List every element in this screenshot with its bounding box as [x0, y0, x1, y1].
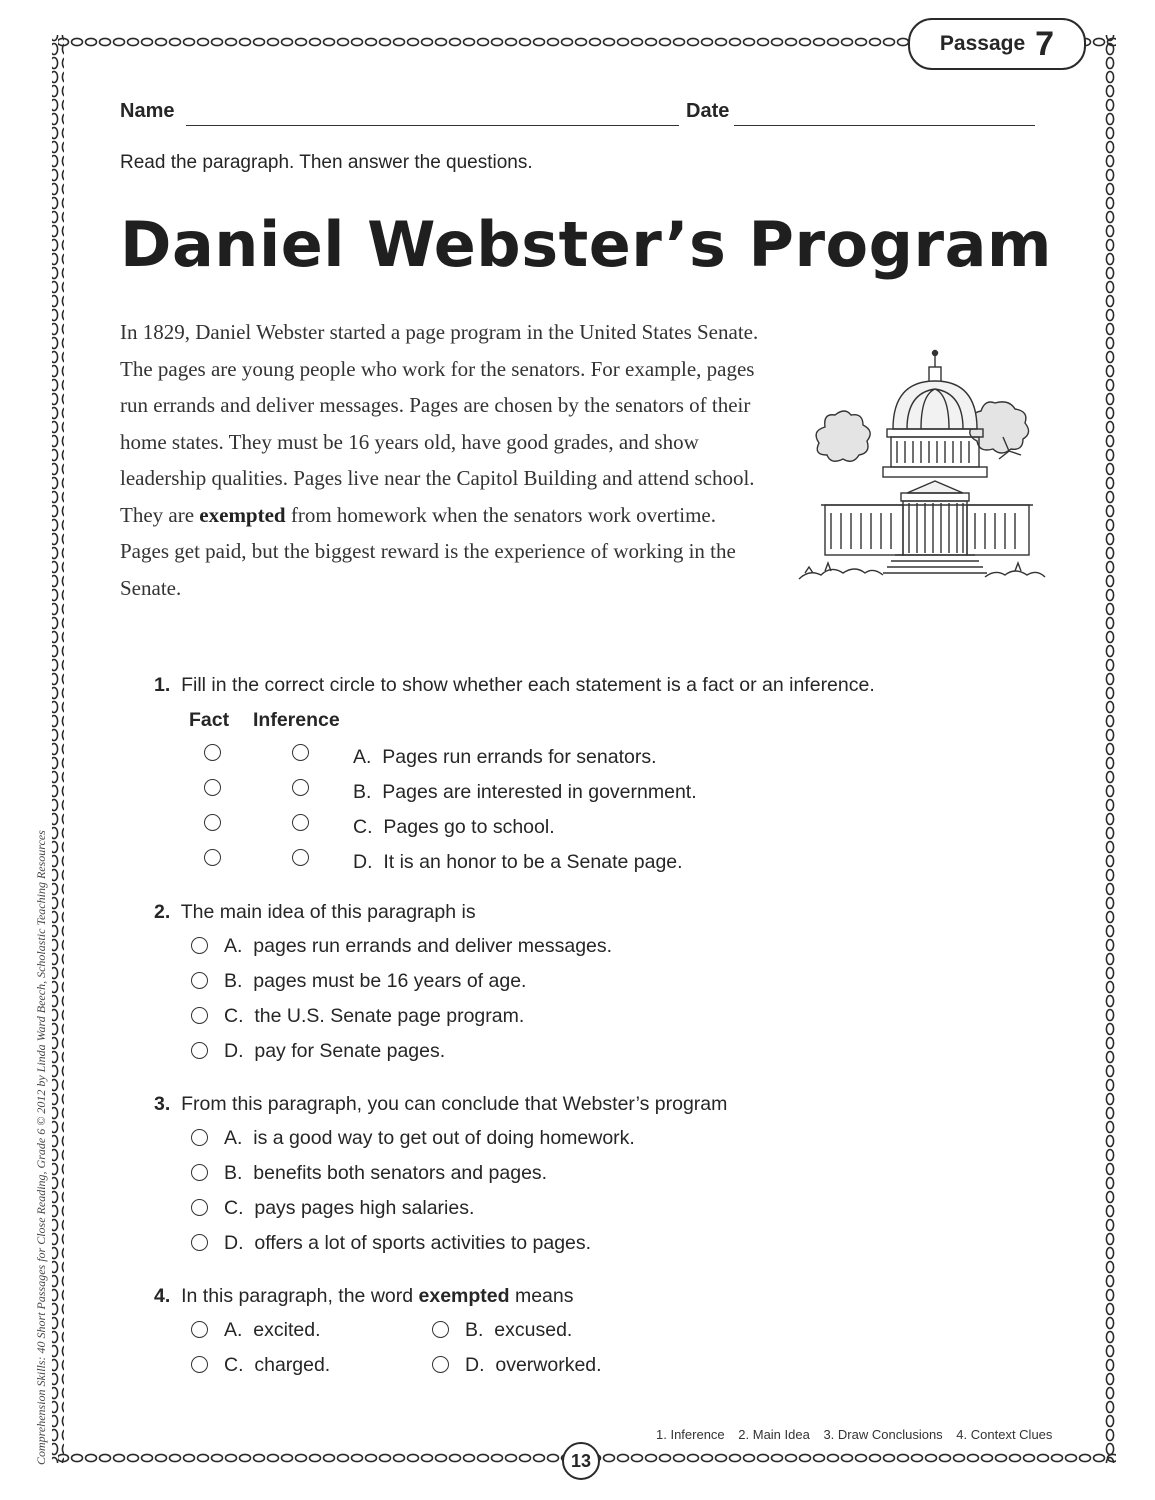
- capitol-building-icon: [795, 345, 1050, 590]
- question-text: Fill in the correct circle to show whether each statement is a fact or an inference.: [181, 674, 875, 696]
- option-letter: A.: [353, 746, 372, 768]
- reading-paragraph: [120, 314, 760, 606]
- question-3: [154, 1093, 727, 1116]
- question-4: [154, 1285, 574, 1308]
- paragraph-text-start: In 1829, Daniel Webster started a page program in the United States Senate. The pages are young people who work for the senators. For example, pages run errands and deliver messages. Pages are chosen by the senators of their home states. They must be 16 years old, have good grades, and show leadership qualities. Pages live near the Capitol Building and attend school. They are: [120, 320, 759, 527]
- q1-option-a: [353, 746, 657, 769]
- option-letter: B.: [224, 1162, 243, 1184]
- option-text: offers a lot of sports activities to pages.: [254, 1232, 592, 1254]
- option-letter: C.: [224, 1354, 244, 1376]
- option-text: benefits both senators and pages.: [253, 1162, 548, 1184]
- paragraph-bold-word: exempted: [199, 502, 286, 527]
- name-label: Name: [120, 100, 175, 122]
- q1-d-fact-radio[interactable]: [204, 849, 221, 866]
- option-text: pays pages high salaries.: [254, 1197, 475, 1219]
- q4-option-d: [465, 1354, 602, 1377]
- option-text: charged.: [254, 1354, 331, 1376]
- q4-option-a: [224, 1319, 320, 1342]
- page-number: 13: [562, 1442, 600, 1480]
- question-number: 1.: [154, 674, 171, 696]
- q4-option-b: [465, 1319, 572, 1342]
- date-field[interactable]: [734, 125, 1035, 126]
- q2-c-radio[interactable]: [191, 1007, 208, 1024]
- q1-option-d: [353, 851, 683, 874]
- skill-item: 4. Context Clues: [956, 1427, 1053, 1442]
- q4-a-radio[interactable]: [191, 1321, 208, 1338]
- q3-option-c: [224, 1197, 474, 1220]
- option-text: pages must be 16 years of age.: [253, 970, 527, 992]
- q1-b-inference-radio[interactable]: [292, 779, 309, 796]
- option-text: the U.S. Senate page program.: [254, 1005, 525, 1027]
- option-text: Pages run errands for senators.: [382, 746, 657, 768]
- q2-option-a: [224, 935, 612, 958]
- skill-item: 2. Main Idea: [738, 1427, 810, 1442]
- question-number: 4.: [154, 1285, 171, 1307]
- option-text: excited.: [253, 1319, 321, 1341]
- skills-list: [656, 1427, 1062, 1442]
- question-number: 3.: [154, 1093, 171, 1115]
- q3-a-radio[interactable]: [191, 1129, 208, 1146]
- passage-tab: [908, 18, 1086, 70]
- q4-b-radio[interactable]: [432, 1321, 449, 1338]
- q3-option-b: [224, 1162, 547, 1185]
- page-title: Daniel Webster’s Program: [120, 208, 1053, 281]
- option-text: Pages are interested in government.: [382, 781, 697, 803]
- name-date-row: [120, 100, 1035, 130]
- option-letter: C.: [224, 1005, 244, 1027]
- q1-option-c: [353, 816, 555, 839]
- q4-c-radio[interactable]: [191, 1356, 208, 1373]
- q1-a-fact-radio[interactable]: [204, 744, 221, 761]
- q1-c-fact-radio[interactable]: [204, 814, 221, 831]
- q4-d-radio[interactable]: [432, 1356, 449, 1373]
- q3-d-radio[interactable]: [191, 1234, 208, 1251]
- q2-option-b: [224, 970, 526, 993]
- option-text: It is an honor to be a Senate page.: [383, 851, 683, 873]
- paragraph-text-end: from homework when the senators work overtime. Pages get paid, but the biggest reward is the experience of working in the Senate.: [120, 502, 736, 600]
- q2-b-radio[interactable]: [191, 972, 208, 989]
- option-letter: A.: [224, 935, 243, 957]
- option-text: overworked.: [495, 1354, 602, 1376]
- question-bold-word: exempted: [418, 1285, 510, 1307]
- skill-item: 1. Inference: [656, 1427, 725, 1442]
- option-letter: B.: [224, 970, 243, 992]
- fact-column-header: Fact: [189, 709, 230, 731]
- name-field[interactable]: [186, 125, 679, 126]
- q4-option-c: [224, 1354, 330, 1377]
- q1-c-inference-radio[interactable]: [292, 814, 309, 831]
- q3-option-d: [224, 1232, 591, 1255]
- question-text: From this paragraph, you can conclude that Webster’s program: [181, 1093, 728, 1115]
- instructions: Read the paragraph. Then answer the questions.: [120, 152, 533, 173]
- inference-column-header: Inference: [253, 709, 340, 731]
- question-text: The main idea of this paragraph is: [180, 901, 476, 923]
- passage-label: Passage: [939, 32, 1026, 55]
- option-letter: D.: [465, 1354, 485, 1376]
- passage-number: 7: [1035, 25, 1055, 63]
- option-text: is a good way to get out of doing homework.: [253, 1127, 635, 1149]
- option-letter: B.: [465, 1319, 484, 1341]
- q1-option-b: [353, 781, 697, 804]
- question-text-end: means: [509, 1285, 574, 1307]
- option-letter: C.: [353, 816, 373, 838]
- date-label: Date: [686, 100, 730, 122]
- option-letter: D.: [353, 851, 373, 873]
- option-text: Pages go to school.: [383, 816, 555, 838]
- option-letter: D.: [224, 1232, 244, 1254]
- q1-a-inference-radio[interactable]: [292, 744, 309, 761]
- option-letter: B.: [353, 781, 372, 803]
- option-letter: C.: [224, 1197, 244, 1219]
- question-number: 2.: [154, 901, 171, 923]
- option-letter: D.: [224, 1040, 244, 1062]
- option-text: pay for Senate pages.: [254, 1040, 446, 1062]
- q2-a-radio[interactable]: [191, 937, 208, 954]
- copyright-credit: Comprehension Skills: 40 Short Passages for Close Reading, Grade 6 © 2012 by Linda Ward Beech, Scholastic Teaching Resources: [34, 830, 48, 1465]
- q1-d-inference-radio[interactable]: [292, 849, 309, 866]
- option-letter: A.: [224, 1319, 243, 1341]
- q2-option-d: [224, 1040, 445, 1063]
- skill-item: 3. Draw Conclusions: [823, 1427, 943, 1442]
- option-text: excused.: [494, 1319, 573, 1341]
- question-2: [154, 901, 476, 924]
- question-1: [154, 674, 875, 697]
- q3-b-radio[interactable]: [191, 1164, 208, 1181]
- question-text-start: In this paragraph, the word: [181, 1285, 419, 1307]
- q2-d-radio[interactable]: [191, 1042, 208, 1059]
- q2-option-c: [224, 1005, 524, 1028]
- option-letter: A.: [224, 1127, 243, 1149]
- q3-c-radio[interactable]: [191, 1199, 208, 1216]
- option-text: pages run errands and deliver messages.: [253, 935, 613, 957]
- q1-b-fact-radio[interactable]: [204, 779, 221, 796]
- q3-option-a: [224, 1127, 635, 1150]
